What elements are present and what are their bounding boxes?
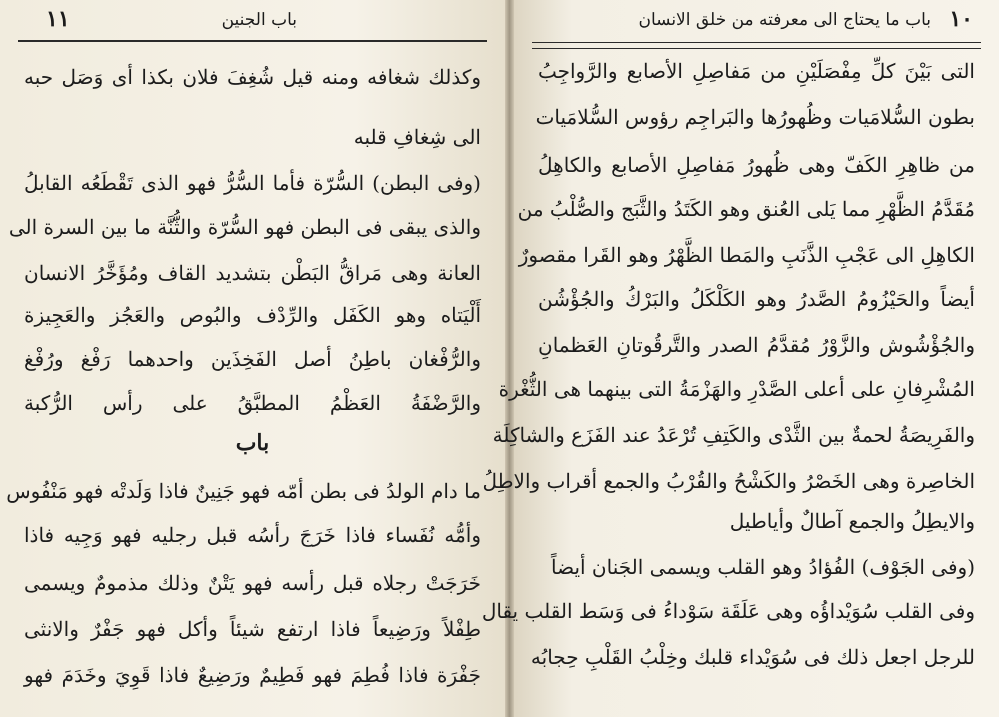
text-line: والرُّفْغان باطِنُ أصل الفَخِذَين واحدهما رَفْغ ورُفْغ [24, 347, 481, 371]
text-line: من ظاهِرِ الكَفّ وهى ظُهورُ مَفاصِلِ الأصابع والكاهِلُ [538, 153, 975, 177]
running-head: باب الجنين [221, 10, 297, 30]
text-line: التى بَيْنَ كلِّ مِفْصَلَيْنِ من مَفاصِلِ الأصابع والرَّواجِبُ [538, 59, 975, 83]
left-page-header [18, 6, 487, 38]
text-line: والرَّضْفَةُ العَظْمُ المطبَّقُ على رأس الرُّكبة [24, 391, 481, 415]
text-line: المُشْرِفانِ على أعلى الصَّدْرِ والهَزْمَةُ التى بينهما هى الثُّغْرة [498, 377, 975, 401]
text-line: والايطِلُ والجمع آطالٌ وأياطيل [729, 509, 975, 533]
text-line: للرجل اجعل ذلك فى سُوَيْداء قلبك وخِلْبُ القَلْبِ حِجابُه [530, 645, 975, 669]
text-line: (وفى الجَوْف) الفُؤادُ وهو القلب ويسمى الجَنان أيضاً [551, 555, 975, 579]
page-number: ١١ [46, 6, 70, 32]
right-page [481, 0, 999, 717]
text-line: والفَرِيصَةُ لحمةٌ بين الثَّدْى والكَتِفِ تُرْعَدُ عند الفَزَع والشاكِلَة [492, 423, 975, 447]
text-line: مُقَدَّمُ الظَّهْرِ مما يَلى العُنق وهو الكَتَدُ والثَّبَج والصُّلْبُ من [517, 197, 975, 221]
text-line: ما دام الولدُ فى بطن أمّه فهو جَنِينٌ فاذا وَلَدتْه فهو مَنْفُوس [6, 479, 481, 503]
text-line: وفى القلب سُوَيْداؤُه وهى عَلَقَة سَوْداءُ فى وَسَط القلب يقال [481, 599, 975, 623]
text-line: أَلْيَتاه وهو الكَفَل والرِّدْف والبُوص والعَجُز والعَجِيزة [24, 303, 481, 327]
text-line: والجُؤْشُوش والزَّوْرُ مُقدَّمُ الصدر والتَّرقُوتانِ العَظمانِ [538, 333, 975, 357]
header-rule [532, 48, 981, 49]
text-line: جَفْرَة فاذا فُطِمَ فهو فَطِيمٌ ورَضِيعٌ فاذا قَوِيَ وخَدَمَ فهو [24, 663, 481, 687]
right-page-header [532, 6, 981, 38]
section-title: باب [235, 430, 270, 456]
text-line: (وفى البطن) السُّرّة فأما السُّرُّ فهو الذى تَقْطَعُه القابلُ [24, 171, 481, 195]
text-line: أيضاً والحَيْزُومُ الصَّدرُ وهو الكَلْكَلُ والبَرْكُ والجُؤْشُن [538, 287, 975, 311]
text-line: الكاهِلِ الى عَجْبِ الذَّنَبِ والمَطا الظَّهْرُ وهو القَرا مقصورٌ [518, 243, 975, 267]
text-line: وأمُّه نُفَساء فاذا خَرَجَ رأسُه قبل رجليه فهو وَجِيه فاذا [24, 523, 481, 547]
text-line: خَرَجَتْ رجلاه قبل رأسه فهو يَتْنٌ وذلك مذمومٌ ويسمى [24, 571, 481, 595]
header-rule [18, 40, 487, 42]
page-number: ١٠ [949, 6, 973, 32]
header-rule [532, 42, 981, 43]
text-line: بطون السُّلامَيات وظُهورُها والبَراجِم رؤوس السُّلامَيات [535, 105, 975, 129]
text-line: طِفْلاً ورَضِيعاً فاذا ارتفع شيئاً وأكل فهو جَفْرٌ والانثى [24, 617, 481, 641]
text-line: الى شِغافِ قلبه [353, 125, 481, 149]
text-line: الخاصِرة وهى الخَصْرُ والكَشْحُ والقُرْبُ والجمع أقراب والاطِلُ [482, 469, 975, 493]
text-line: العانة وهى مَراقُّ البَطْن بتشديد القاف ومُؤَخَّرُ الانسان [24, 261, 481, 285]
text-line: وكذلك شغافه ومنه قيل شُغِفَ فلان بكذا أى وَصَل حبه [24, 65, 481, 89]
text-line: والذى يبقى فى البطن فهو السُّرّة والثُّنَّة ما بين السرة الى [8, 215, 481, 239]
running-head: باب ما يحتاج الى معرفته من خلق الانسان [638, 10, 931, 30]
